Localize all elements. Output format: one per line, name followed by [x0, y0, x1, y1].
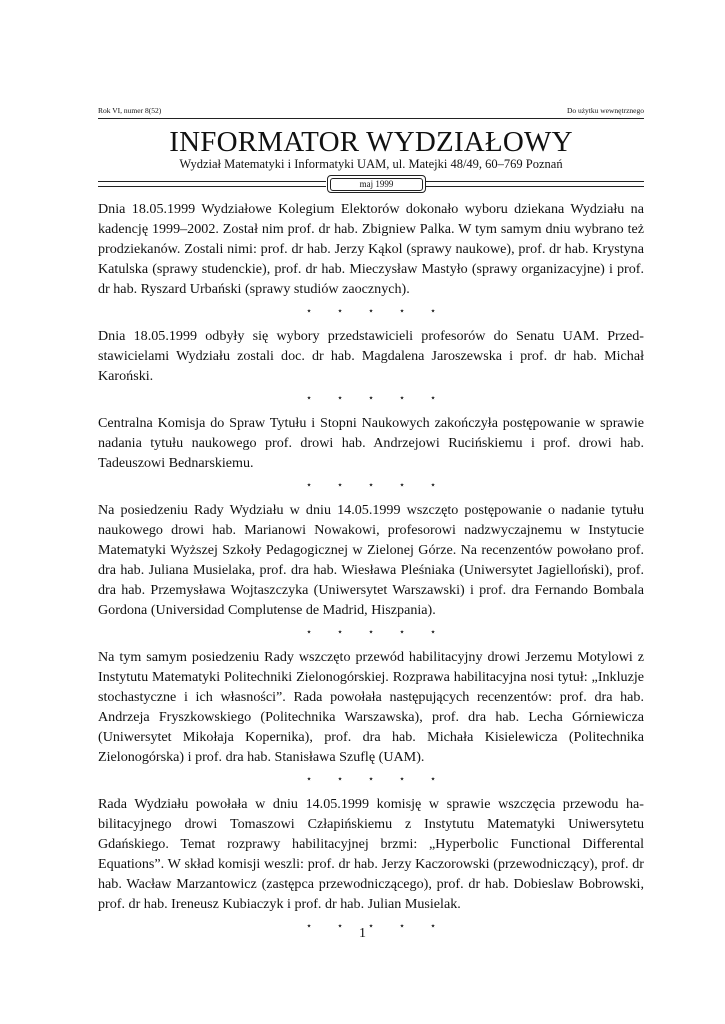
newsletter-title: INFORMATOR WYDZIAŁOWY [169, 126, 573, 158]
newsletter-page [98, 106, 644, 941]
issue-number: Rok VI, numer 8(52) [98, 106, 162, 115]
separator-stars: ⋆ ⋆ ⋆ ⋆ ⋆ [305, 480, 437, 491]
date-banner [98, 175, 644, 197]
internal-use-note: Do użytku wewnętrznego [566, 106, 644, 115]
news-item-senate-election: Dnia 18.05.1999 odbyły się wybory przedstawicieli profesorów do Senatu UAM. Przedstawicielami Wydziału zostali doc. dr hab. Magdalena Jaroszewska i prof. dr hab. Michał Karoński. [98, 328, 644, 384]
news-item-dean-election: Dnia 18.05.1999 Wydziałowe Kolegium Elektorów dokonało wyboru dziekana Wydziału na kadencję 1999–2002. Został nim prof. dr hab. Zbigniew Palka. W tym samym dniu wybrano też prodziekanów. Zostali nimi: prof. dr hab. Jerzy Kąkol (sprawy naukowe), prof. dr hab. Krystyna Katulska (sprawy studenckie), prof. dr hab. Mieczysław Mastyło (sprawy organizacyjne) i prof. dr hab. Ryszard Urbański (sprawy studiów zaocznych). [98, 201, 644, 297]
double-rule-right [426, 181, 644, 187]
separator-stars: ⋆ ⋆ ⋆ ⋆ ⋆ [305, 306, 437, 317]
double-rule-left [98, 181, 326, 187]
issue-date: maj 1999 [330, 178, 423, 191]
news-item-title-proceedings: Na posiedzeniu Rady Wydziału w dniu 14.05.1999 wszczęto postępowanie o nadanie tytułu naukowego drowi hab. Marianowi Nowakowi, profesorowi nadzwyczajnemu w Instytucie Matematyki Wyższej Szkoły Pedagogicznej w Zielonej Górze. Na recenzentów powołano prof. dra hab. Juliana Musielaka, prof. dra hab. Wiesława Pleśniaka (Uniwersytet Jagielloński), prof. dra hab. Przemysława Wojtaszczyka (Uniwersytet Warszawski) i prof. dra Fernando Bombala Gordona (Universidad Complutense de Madrid, Hiszpania). [98, 502, 644, 618]
separator-stars: ⋆ ⋆ ⋆ ⋆ ⋆ [305, 921, 437, 932]
separator-stars: ⋆ ⋆ ⋆ ⋆ ⋆ [305, 627, 437, 638]
news-item-habilitation-commission: Rada Wydziału powołała w dniu 14.05.1999 komisję w sprawie wszczęcia przewodu habilitacyjnego drowi Tomaszowi Człapińskiemu z Instytutu Matematyki Uniwersytetu Gdańskiego. Temat rozprawy habilitacyjnej brzmi: „Hyperbolic Functional Differental Equations”. W skład komisji weszli: prof. dr hab. Jerzy Kaczorowski (przewodniczący), prof. dr hab. Wacław Marzantowicz (zastępca przewodniczącego), prof. dr hab. Dobieslaw Bobrowski, prof. dr hab. Ireneusz Kubiaczyk i prof. dr hab. Julian Musielak. [98, 796, 644, 912]
page-number: 1 [359, 926, 366, 941]
date-frame [327, 175, 426, 193]
separator-stars: ⋆ ⋆ ⋆ ⋆ ⋆ [305, 774, 437, 785]
faculty-address: Wydział Matematyki i Informatyki UAM, ul. Matejki 48/49, 60–769 Poznań [179, 157, 563, 171]
header-rule [98, 118, 644, 119]
separator-stars: ⋆ ⋆ ⋆ ⋆ ⋆ [305, 393, 437, 404]
masthead [98, 127, 644, 171]
news-item-habilitation-motyl: Na tym samym posiedzeniu Rady wszczęto przewód habilitacyjny drowi Jerzemu Motylowi z Instytutu Matematyki Politechniki Zielonogórskiej. Rozprawa habilitacyjna nosi tytuł: „Inkluzje stochastyczne i ich własności”. Rada powołała następujących recenzentów: prof. dra hab. Andrzeja Fryszkowskiego (Politechnika Warszawska), prof. dra hab. Lecha Górniewicza (Uniwersytet Mikołaja Kopernika), prof. dra hab. Michała Kisielewicza (Politechnika Zielonogórska) i prof. dra hab. Stanisława Szuflę (UAM). [98, 649, 644, 765]
news-item-professor-titles: Centralna Komisja do Spraw Tytułu i Stopni Naukowych zakończyła postępowanie w sprawie nadania tytułu naukowego prof. drowi hab. Andrzejowi Rucińskiemu i prof. drowi hab. Tadeuszowi Bednarskiemu. [98, 415, 644, 471]
top-line [98, 106, 644, 118]
